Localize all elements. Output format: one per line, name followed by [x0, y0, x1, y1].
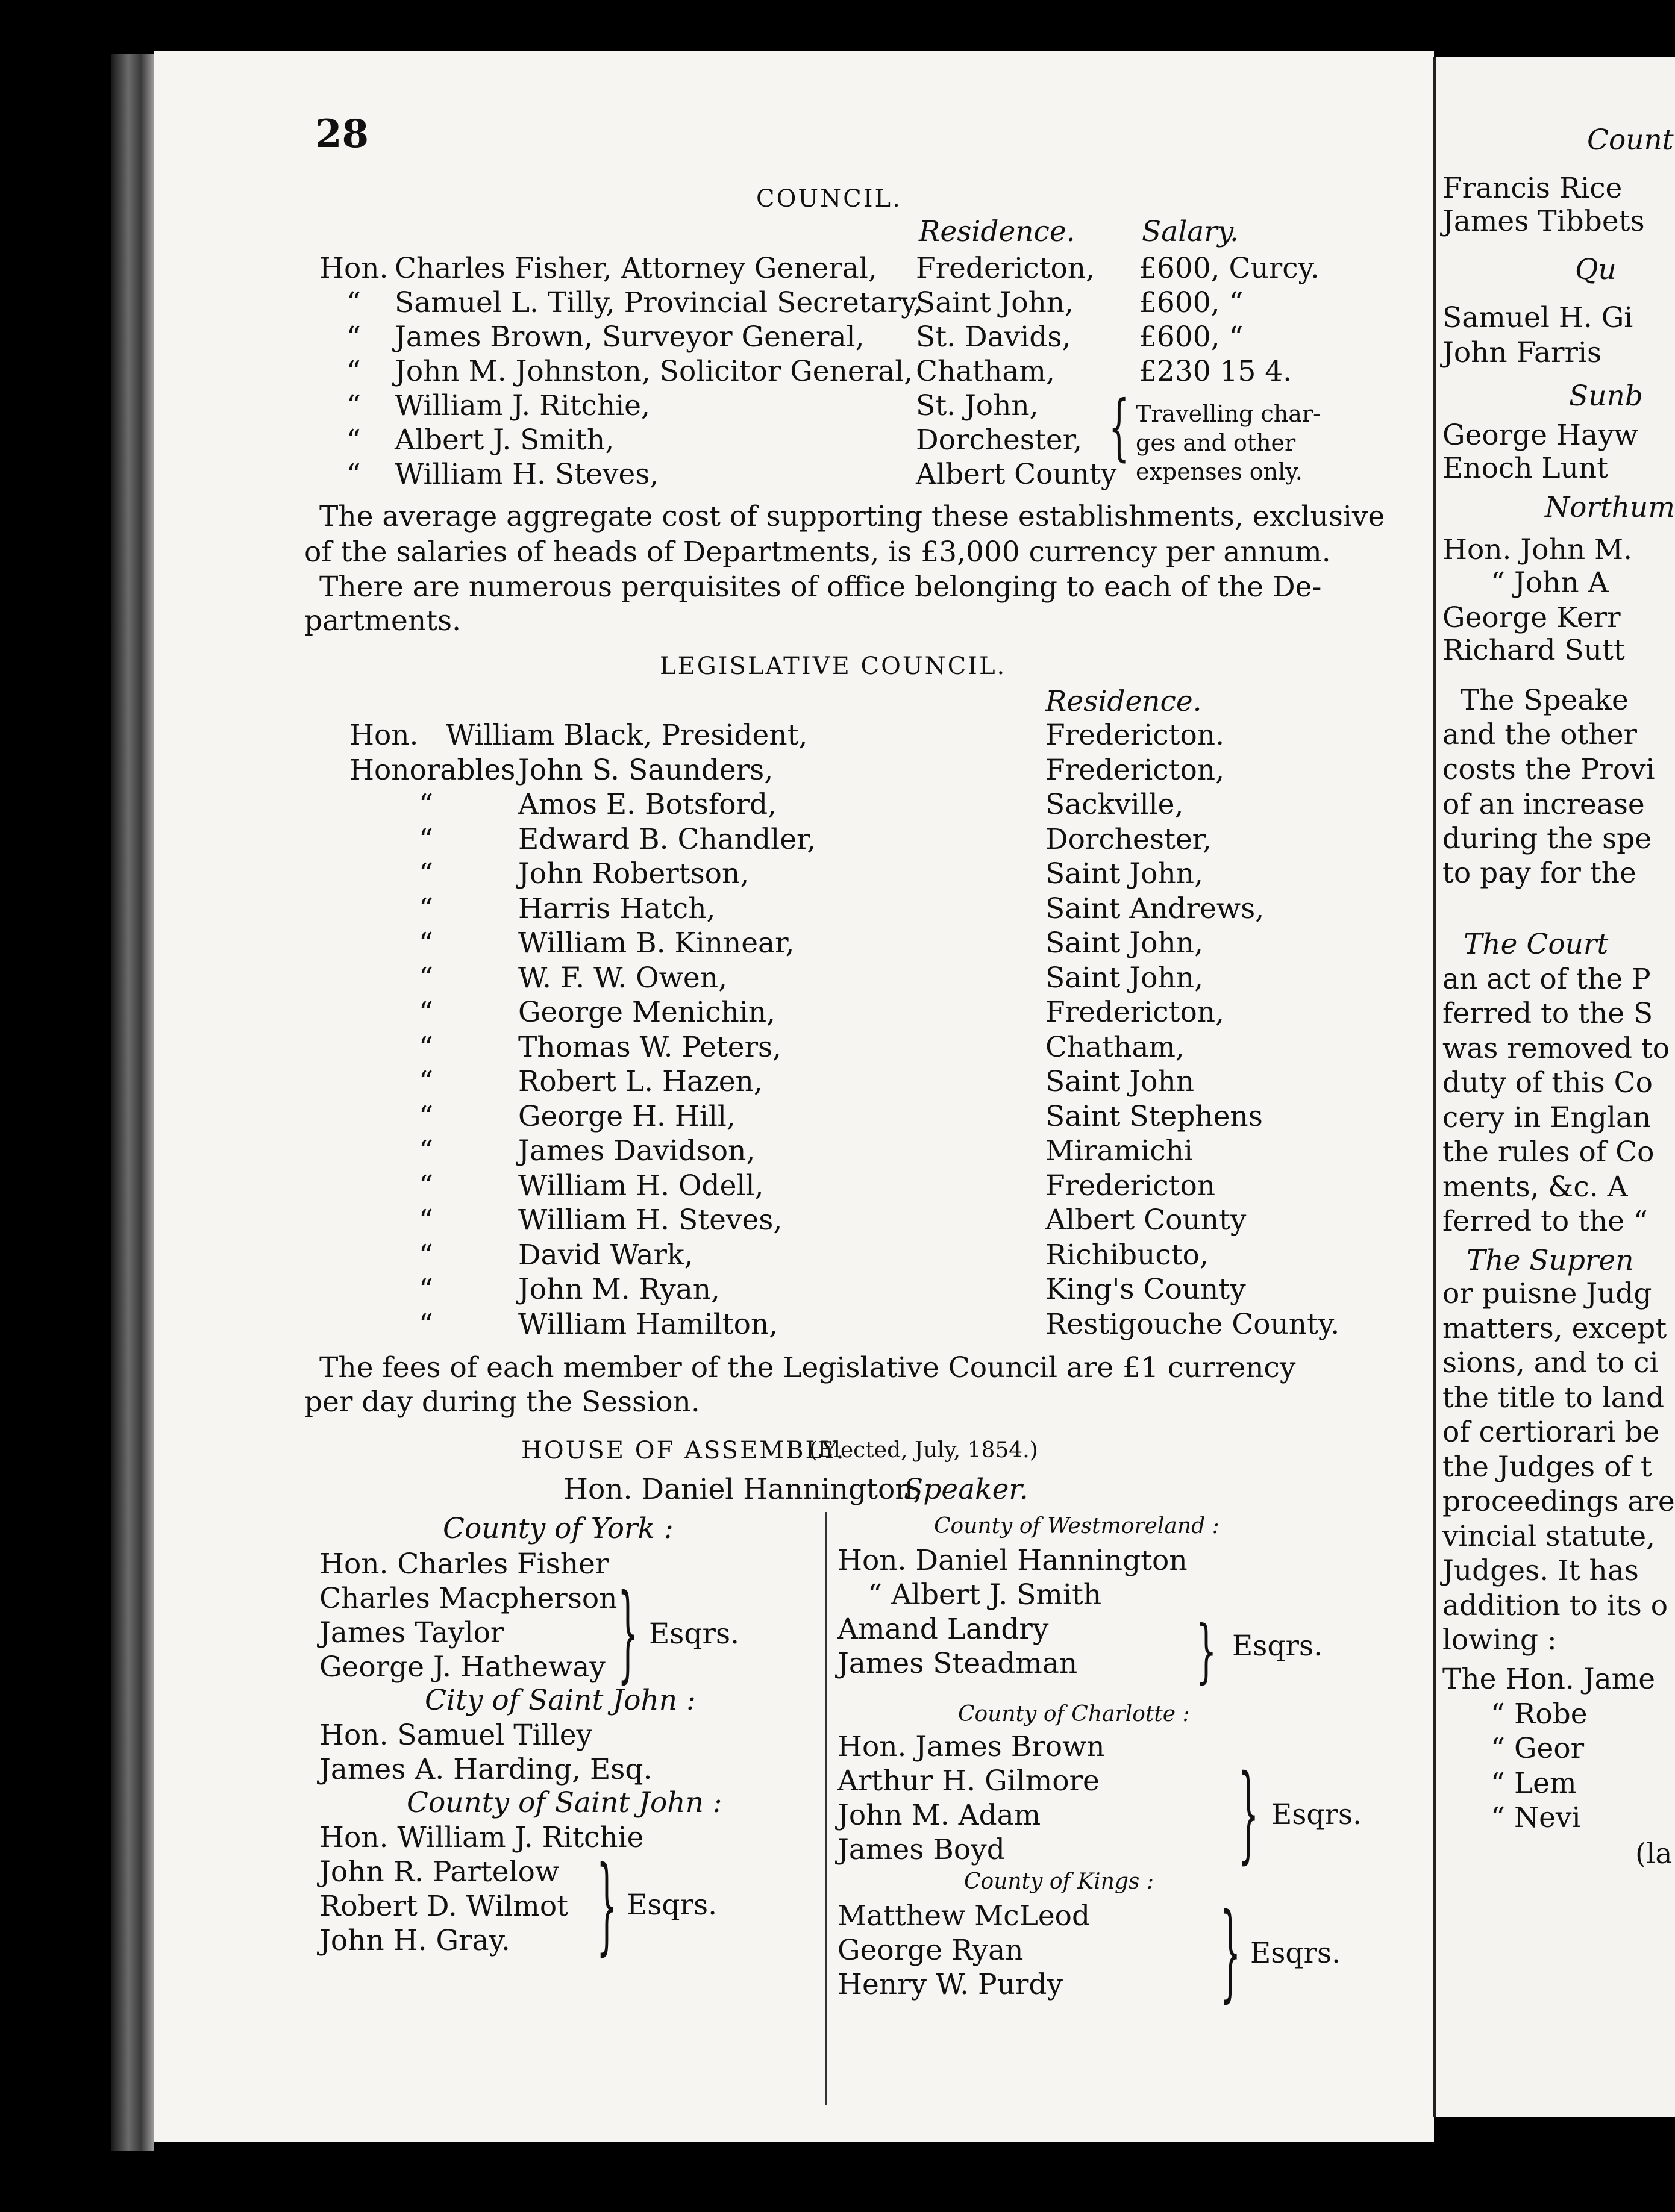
legislative-member-name: George H. Hill,	[518, 1099, 736, 1133]
next-page-line: The Court	[1464, 928, 1609, 961]
legislative-row-prefix: “	[419, 1238, 434, 1272]
council-member-name: William H. Steves,	[395, 458, 659, 491]
legislative-member-name: John Robertson,	[518, 857, 750, 890]
next-page-line: “ John A	[1491, 566, 1609, 599]
legislative-member-residence: Albert County	[1045, 1204, 1247, 1237]
column-divider	[825, 1512, 827, 2105]
next-page-line: Northum	[1545, 491, 1675, 524]
next-page-line: the rules of Co	[1442, 1136, 1655, 1169]
council-member-name: John M. Johnston, Solicitor General,	[395, 355, 913, 388]
next-page-line: Judges. It has	[1442, 1554, 1639, 1587]
legislative-member-name: William H. Steves,	[518, 1204, 783, 1237]
legislative-row-prefix: “	[419, 1065, 434, 1098]
county-westmoreland-heading: County of Westmoreland :	[934, 1514, 1219, 1539]
next-page-line: George Hayw	[1442, 419, 1638, 452]
legislative-member-name: Harris Hatch,	[518, 892, 716, 925]
council-heading: COUNCIL.	[756, 185, 902, 213]
legislative-member-residence: Saint John,	[1045, 857, 1203, 890]
next-page-line: duty of this Co	[1442, 1066, 1653, 1099]
assembly-member-kings: Matthew McLeod	[838, 1899, 1091, 1932]
assembly-member-charlotte: Arthur H. Gilmore	[838, 1764, 1100, 1798]
next-page-line: Richard Sutt	[1442, 634, 1625, 667]
assembly-member-westmoreland: Amand Landry	[838, 1613, 1049, 1646]
next-page-line: The Speake	[1461, 684, 1629, 717]
esqrs-label: Esqrs.	[1232, 1629, 1323, 1663]
county-york-heading: County of York :	[443, 1512, 674, 1545]
esqrs-label: Esqrs.	[1271, 1798, 1362, 1831]
assembly-member-westmoreland: James Steadman	[838, 1647, 1078, 1680]
legislative-member-name: Thomas W. Peters,	[518, 1030, 782, 1064]
next-page-line: Samuel H. Gi	[1442, 301, 1633, 334]
legislative-row-prefix: Hon.	[349, 719, 419, 752]
next-page-line: to pay for the	[1442, 857, 1636, 890]
next-page-line: Enoch Lunt	[1442, 452, 1609, 485]
speaker-title: Speaker.	[904, 1473, 1028, 1506]
legislative-member-name: Amos E. Botsford,	[518, 788, 777, 821]
legislative-row-prefix: “	[419, 857, 434, 890]
legislative-row-prefix: “	[419, 892, 434, 925]
legislative-member-residence: Sackville,	[1045, 788, 1184, 821]
next-page-line: Count	[1587, 123, 1674, 157]
council-salary-header: Salary.	[1142, 215, 1239, 248]
council-member-name: James Brown, Surveyor General,	[395, 320, 865, 354]
next-page-line: sions, and to ci	[1442, 1346, 1659, 1379]
county-kings-heading: County of Kings :	[964, 1869, 1154, 1894]
council-paragraph-2-line-1: There are numerous perquisites of office belonging to each of the De-	[319, 570, 1322, 604]
next-page-line: an act of the P	[1442, 963, 1651, 996]
council-row-mark: “	[346, 286, 362, 319]
assembly-member-charlotte: James Boyd	[838, 1833, 1005, 1866]
council-row-mark: “	[346, 458, 362, 491]
council-member-residence: St. John,	[916, 389, 1039, 422]
assembly-elected-date: (Elected, July, 1854.)	[809, 1438, 1038, 1463]
next-page-line: of certiorari be	[1442, 1416, 1660, 1449]
legislative-row-prefix: “	[419, 996, 434, 1029]
assembly-heading: HOUSE OF ASSEMBLY.	[521, 1437, 846, 1464]
next-page-line: addition to its o	[1442, 1589, 1668, 1622]
council-member-residence: Saint John,	[916, 286, 1074, 319]
council-member-residence: Albert County	[916, 458, 1117, 491]
legislative-member-residence: Saint Andrews,	[1045, 892, 1265, 925]
next-page-line: and the other	[1442, 718, 1637, 751]
council-row-mark: Hon.	[319, 252, 389, 285]
legislative-member-name: George Menichin,	[518, 996, 776, 1029]
council-member-salary: £600, “	[1139, 320, 1244, 354]
fees-line-1: The fees of each member of the Legislative Council are £1 currency	[319, 1351, 1296, 1384]
legislative-member-residence: Dorchester,	[1045, 822, 1212, 856]
legislative-member-name: David Wark,	[518, 1238, 693, 1272]
fees-line-2: per day during the Session.	[304, 1386, 700, 1419]
council-brace: {	[1109, 386, 1130, 469]
council-member-name: Albert J. Smith,	[395, 423, 615, 457]
next-page-line: cery in Englan	[1442, 1101, 1652, 1134]
next-page-line: of an increase	[1442, 788, 1645, 821]
assembly-member-saint-john: Robert D. Wilmot	[319, 1890, 569, 1923]
legislative-member-name: William B. Kinnear,	[518, 926, 795, 960]
council-paragraph-2-line-2: partments.	[304, 604, 462, 637]
legislative-member-residence: King's County	[1045, 1273, 1246, 1306]
legislative-row-prefix: “	[419, 1204, 434, 1237]
legislative-member-residence: Richibucto,	[1045, 1238, 1209, 1272]
legislative-member-name: Robert L. Hazen,	[518, 1065, 763, 1098]
legislative-row-prefix: “	[419, 822, 434, 856]
legislative-row-prefix: “	[419, 1099, 434, 1133]
assembly-member-city: James A. Harding, Esq.	[319, 1753, 653, 1786]
legislative-member-residence: Saint John,	[1045, 926, 1203, 960]
next-page-line: proceedings are	[1442, 1485, 1675, 1518]
legislative-residence-header: Residence.	[1045, 685, 1202, 718]
legislative-row-prefix: “	[419, 1273, 434, 1306]
legislative-member-name: W. F. W. Owen,	[518, 961, 727, 995]
assembly-member-york: George J. Hatheway	[319, 1651, 606, 1684]
next-page-line: matters, except	[1442, 1312, 1667, 1345]
legislative-member-residence: Saint Stephens	[1045, 1099, 1263, 1133]
esqrs-label: Esqrs.	[1250, 1937, 1341, 1970]
assembly-member-saint-john: John R. Partelow	[319, 1855, 560, 1889]
assembly-member-york: Hon. Charles Fisher	[319, 1548, 609, 1581]
council-member-salary: £230 15 4.	[1139, 355, 1292, 388]
legislative-row-prefix: “	[419, 961, 434, 995]
council-member-residence: Fredericton,	[916, 252, 1095, 285]
legislative-member-residence: Chatham,	[1045, 1030, 1185, 1064]
legislative-member-residence: Fredericton,	[1045, 753, 1225, 787]
legislative-member-name: John S. Saunders,	[518, 753, 774, 787]
legislative-row-prefix: “	[419, 926, 434, 960]
legislative-council-heading: LEGISLATIVE COUNCIL.	[660, 652, 1007, 680]
legislative-member-residence: Fredericton,	[1045, 996, 1225, 1029]
legislative-member-name: Edward B. Chandler,	[518, 822, 816, 856]
council-paragraph-1-line-1: The average aggregate cost of supporting these establishments, exclusive	[319, 500, 1385, 533]
next-page-line: ments, &c. A	[1442, 1170, 1628, 1204]
esqrs-label: Esqrs.	[649, 1617, 740, 1651]
assembly-member-charlotte: Hon. James Brown	[838, 1730, 1105, 1763]
assembly-member-city: Hon. Samuel Tilley	[319, 1719, 593, 1752]
council-member-name: Samuel L. Tilly, Provincial Secretary,	[395, 286, 922, 319]
council-row-mark: “	[346, 320, 362, 354]
next-page-line: John Farris	[1442, 336, 1602, 369]
next-page-line: Francis Rice	[1442, 172, 1623, 205]
next-page-line: “ Nevi	[1491, 1801, 1581, 1834]
brace-glyph: }	[1238, 1753, 1259, 1875]
legislative-member-residence: Miramichi	[1045, 1134, 1193, 1167]
next-page-line: “ Lem	[1491, 1767, 1577, 1800]
council-paragraph-1-line-2: of the salaries of heads of Departments, is £3,000 currency per annum.	[304, 536, 1331, 569]
next-page-edge	[1433, 57, 1675, 2117]
next-page-line: “ Geor	[1491, 1732, 1585, 1765]
legislative-row-prefix: Honorables	[349, 753, 516, 787]
legislative-member-name: James Davidson,	[518, 1134, 756, 1167]
book-page	[154, 51, 1434, 2142]
brace-glyph: }	[596, 1845, 618, 1967]
brace-glyph: }	[1220, 1892, 1241, 2014]
city-saint-john-heading: City of Saint John :	[425, 1684, 696, 1717]
next-page-line: during the spe	[1442, 822, 1652, 855]
legislative-member-residence: Restigouche County.	[1045, 1307, 1340, 1341]
assembly-member-york: Charles Macpherson	[319, 1582, 618, 1615]
next-page-line: the title to land	[1442, 1381, 1665, 1414]
legislative-member-residence: Fredericton.	[1045, 719, 1225, 752]
next-page-line: (la	[1635, 1837, 1673, 1870]
assembly-member-kings: Henry W. Purdy	[838, 1968, 1063, 2001]
next-page-line: was removed to	[1442, 1032, 1670, 1065]
assembly-member-westmoreland: “ Albert J. Smith	[868, 1578, 1102, 1611]
council-note: Travelling char- ges and other expenses only.	[1136, 401, 1321, 485]
council-residence-header: Residence.	[919, 215, 1075, 248]
assembly-member-westmoreland: Hon. Daniel Hannington	[838, 1544, 1188, 1577]
council-member-name: Charles Fisher, Attorney General,	[395, 252, 877, 285]
assembly-member-charlotte: John M. Adam	[838, 1799, 1041, 1832]
assembly-member-saint-john: John H. Gray.	[319, 1924, 510, 1957]
assembly-member-york: James Taylor	[319, 1616, 504, 1649]
next-page-line: vincial statute,	[1442, 1520, 1656, 1553]
legislative-member-name: William H. Odell,	[518, 1169, 764, 1202]
legislative-member-residence: Saint John,	[1045, 961, 1203, 995]
council-row-mark: “	[346, 423, 362, 457]
next-page-line: Hon. John M.	[1442, 533, 1633, 566]
page-number: 28	[315, 111, 369, 157]
brace-glyph: }	[1196, 1611, 1217, 1692]
brace-glyph: }	[618, 1572, 639, 1695]
legislative-member-name: John M. Ryan,	[518, 1273, 720, 1306]
next-page-line: ferred to the “	[1442, 1205, 1648, 1238]
next-page-line: The Supren	[1467, 1244, 1634, 1277]
county-charlotte-heading: County of Charlotte :	[958, 1702, 1190, 1726]
legislative-member-residence: Fredericton	[1045, 1169, 1216, 1202]
assembly-member-saint-john: Hon. William J. Ritchie	[319, 1821, 644, 1854]
book-binding	[111, 54, 154, 2151]
council-member-residence: Chatham,	[916, 355, 1055, 388]
legislative-row-prefix: “	[419, 1030, 434, 1064]
council-row-mark: “	[346, 355, 362, 388]
county-saint-john-heading: County of Saint John :	[407, 1786, 722, 1819]
legislative-member-name: William Black, President,	[446, 719, 808, 752]
legislative-row-prefix: “	[419, 1134, 434, 1167]
next-page-line: Qu	[1575, 253, 1617, 286]
next-page-line: “ Robe	[1491, 1698, 1588, 1731]
legislative-member-name: William Hamilton,	[518, 1307, 778, 1341]
next-page-line: costs the Provi	[1442, 753, 1655, 786]
next-page-line: Sunb	[1569, 380, 1643, 413]
next-page-line: George Kerr	[1442, 601, 1621, 634]
legislative-row-prefix: “	[419, 1307, 434, 1341]
council-member-residence: Dorchester,	[916, 423, 1082, 457]
council-member-name: William J. Ritchie,	[395, 389, 650, 422]
legislative-member-residence: Saint John	[1045, 1065, 1195, 1098]
next-page-line: or puisne Judg	[1442, 1277, 1652, 1310]
council-member-salary: £600, “	[1139, 286, 1244, 319]
assembly-member-kings: George Ryan	[838, 1934, 1024, 1967]
council-member-residence: St. Davids,	[916, 320, 1071, 354]
next-page-line: James Tibbets	[1442, 205, 1645, 238]
council-member-salary: £600, Curcy.	[1139, 252, 1320, 285]
next-page-line: The Hon. Jame	[1442, 1663, 1656, 1696]
legislative-row-prefix: “	[419, 1169, 434, 1202]
council-row-mark: “	[346, 389, 362, 422]
next-page-line: lowing :	[1442, 1623, 1557, 1657]
legislative-row-prefix: “	[419, 788, 434, 821]
speaker-name: Hon. Daniel Hannington,	[563, 1473, 922, 1506]
next-page-line: ferred to the S	[1442, 997, 1653, 1030]
next-page-line: the Judges of t	[1442, 1451, 1652, 1484]
esqrs-label: Esqrs.	[627, 1889, 718, 1922]
